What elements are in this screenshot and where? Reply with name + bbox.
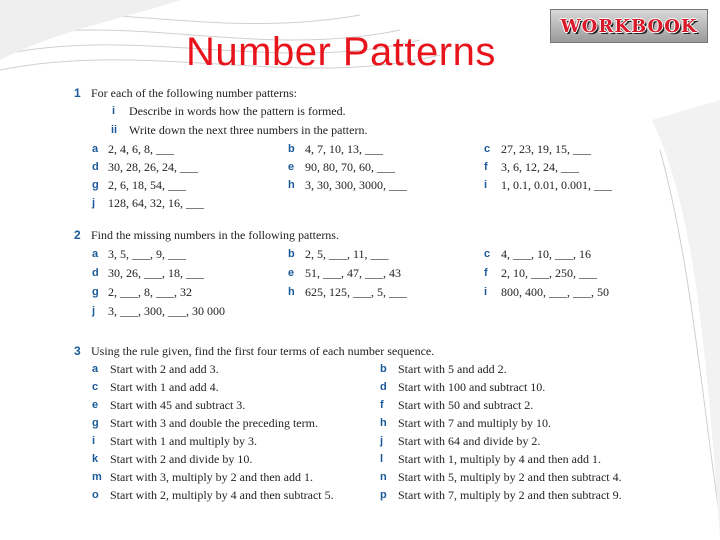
item-text: 1, 0.1, 0.01, 0.001, ___ [501, 178, 612, 192]
item-text: 2, 4, 6, 8, ___ [108, 142, 174, 156]
item-text: Start with 50 and subtract 2. [398, 398, 534, 412]
item-label: e [288, 161, 295, 173]
subpart-text: Write down the next three numbers in the pattern. [129, 123, 368, 137]
item-text: Start with 3, multiply by 2 and then add 1. [110, 470, 313, 484]
item-text: 3, 30, 300, 3000, ___ [305, 178, 407, 192]
item-text: Start with 3 and double the preceding term. [110, 416, 318, 430]
item-text: 625, 125, ___, 5, ___ [305, 285, 407, 299]
item-label: l [380, 453, 384, 465]
item-label: e [92, 399, 99, 411]
item-label: j [380, 435, 384, 447]
item-label: j [92, 305, 96, 317]
item-label: e [288, 267, 295, 279]
item-label: i [92, 435, 96, 447]
item-label: a [92, 363, 99, 375]
item-text: 30, 26, ___, 18, ___ [108, 266, 204, 280]
item-label: a [92, 248, 99, 260]
item-text: 128, 64, 32, 16, ___ [108, 196, 204, 210]
question-number: 2 [74, 228, 81, 242]
item-text: Start with 1 and add 4. [110, 380, 219, 394]
item-text: Start with 7, multiply by 2 and then subtract 9. [398, 488, 622, 502]
item-text: Start with 1, multiply by 4 and then add 1. [398, 452, 601, 466]
item-label: i [484, 179, 488, 191]
item-text: 3, 5, ___, 9, ___ [108, 247, 186, 261]
item-label: j [92, 197, 96, 209]
item-label: b [288, 248, 295, 260]
question-instruction: Find the missing numbers in the following patterns. [91, 228, 339, 242]
item-label: d [92, 267, 99, 279]
item-text: 2, 10, ___, 250, ___ [501, 266, 597, 280]
item-text: Start with 1 and multiply by 3. [110, 434, 257, 448]
item-text: Start with 64 and divide by 2. [398, 434, 541, 448]
item-text: 27, 23, 19, 15, ___ [501, 142, 591, 156]
item-text: 51, ___, 47, ___, 43 [305, 266, 401, 280]
item-label: n [380, 471, 387, 483]
item-text: 90, 80, 70, 60, ___ [305, 160, 395, 174]
item-text: 800, 400, ___, ___, 50 [501, 285, 609, 299]
item-text: Start with 7 and multiply by 10. [398, 416, 551, 430]
item-text: Start with 100 and subtract 10. [398, 380, 546, 394]
item-text: 2, ___, 8, ___, 32 [108, 285, 192, 299]
item-text: Start with 2, multiply by 4 and then subtract 5. [110, 488, 334, 502]
item-label: g [92, 417, 99, 429]
question-number: 1 [74, 86, 81, 100]
item-text: Start with 5 and add 2. [398, 362, 507, 376]
item-text: Start with 2 and add 3. [110, 362, 219, 376]
item-label: p [380, 489, 387, 501]
item-label: h [288, 179, 295, 191]
item-label: c [484, 248, 491, 260]
item-label: d [92, 161, 99, 173]
item-label: b [288, 143, 295, 155]
item-text: Start with 45 and subtract 3. [110, 398, 246, 412]
item-text: 2, 5, ___, 11, ___ [305, 247, 389, 261]
workbook-badge-label: WORKBOOK [560, 15, 698, 37]
item-label: f [380, 399, 384, 411]
item-label: f [484, 267, 488, 279]
item-text: 30, 28, 26, 24, ___ [108, 160, 198, 174]
question-number: 3 [74, 344, 81, 358]
question-instruction: For each of the following number patterns: [91, 86, 297, 100]
item-text: 2, 6, 18, 54, ___ [108, 178, 186, 192]
item-text: 3, ___, 300, ___, 30 000 [108, 304, 225, 318]
item-label: c [92, 381, 99, 393]
question-instruction: Using the rule given, find the first four terms of each number sequence. [91, 344, 435, 358]
item-text: 4, ___, 10, ___, 16 [501, 247, 591, 261]
item-label: g [92, 179, 99, 191]
item-label: a [92, 143, 99, 155]
item-text: Start with 5, multiply by 2 and then subtract 4. [398, 470, 622, 484]
item-label: b [380, 363, 387, 375]
item-label: d [380, 381, 387, 393]
item-label: f [484, 161, 488, 173]
slide-title: Number Patterns [186, 30, 496, 74]
worksheet [64, 80, 650, 508]
item-label: o [92, 489, 99, 501]
item-label: c [484, 143, 491, 155]
item-text: Start with 2 and divide by 10. [110, 452, 253, 466]
item-text: 4, 7, 10, 13, ___ [305, 142, 383, 156]
subpart-text: Describe in words how the pattern is formed. [129, 104, 346, 118]
subpart-label: ii [111, 124, 118, 136]
item-label: g [92, 286, 99, 298]
subpart-label: i [112, 105, 116, 117]
item-label: m [92, 471, 102, 483]
item-label: i [484, 286, 488, 298]
workbook-badge [550, 9, 708, 43]
item-text: 3, 6, 12, 24, ___ [501, 160, 579, 174]
item-label: k [92, 453, 99, 465]
item-label: h [380, 417, 387, 429]
item-label: h [288, 286, 295, 298]
